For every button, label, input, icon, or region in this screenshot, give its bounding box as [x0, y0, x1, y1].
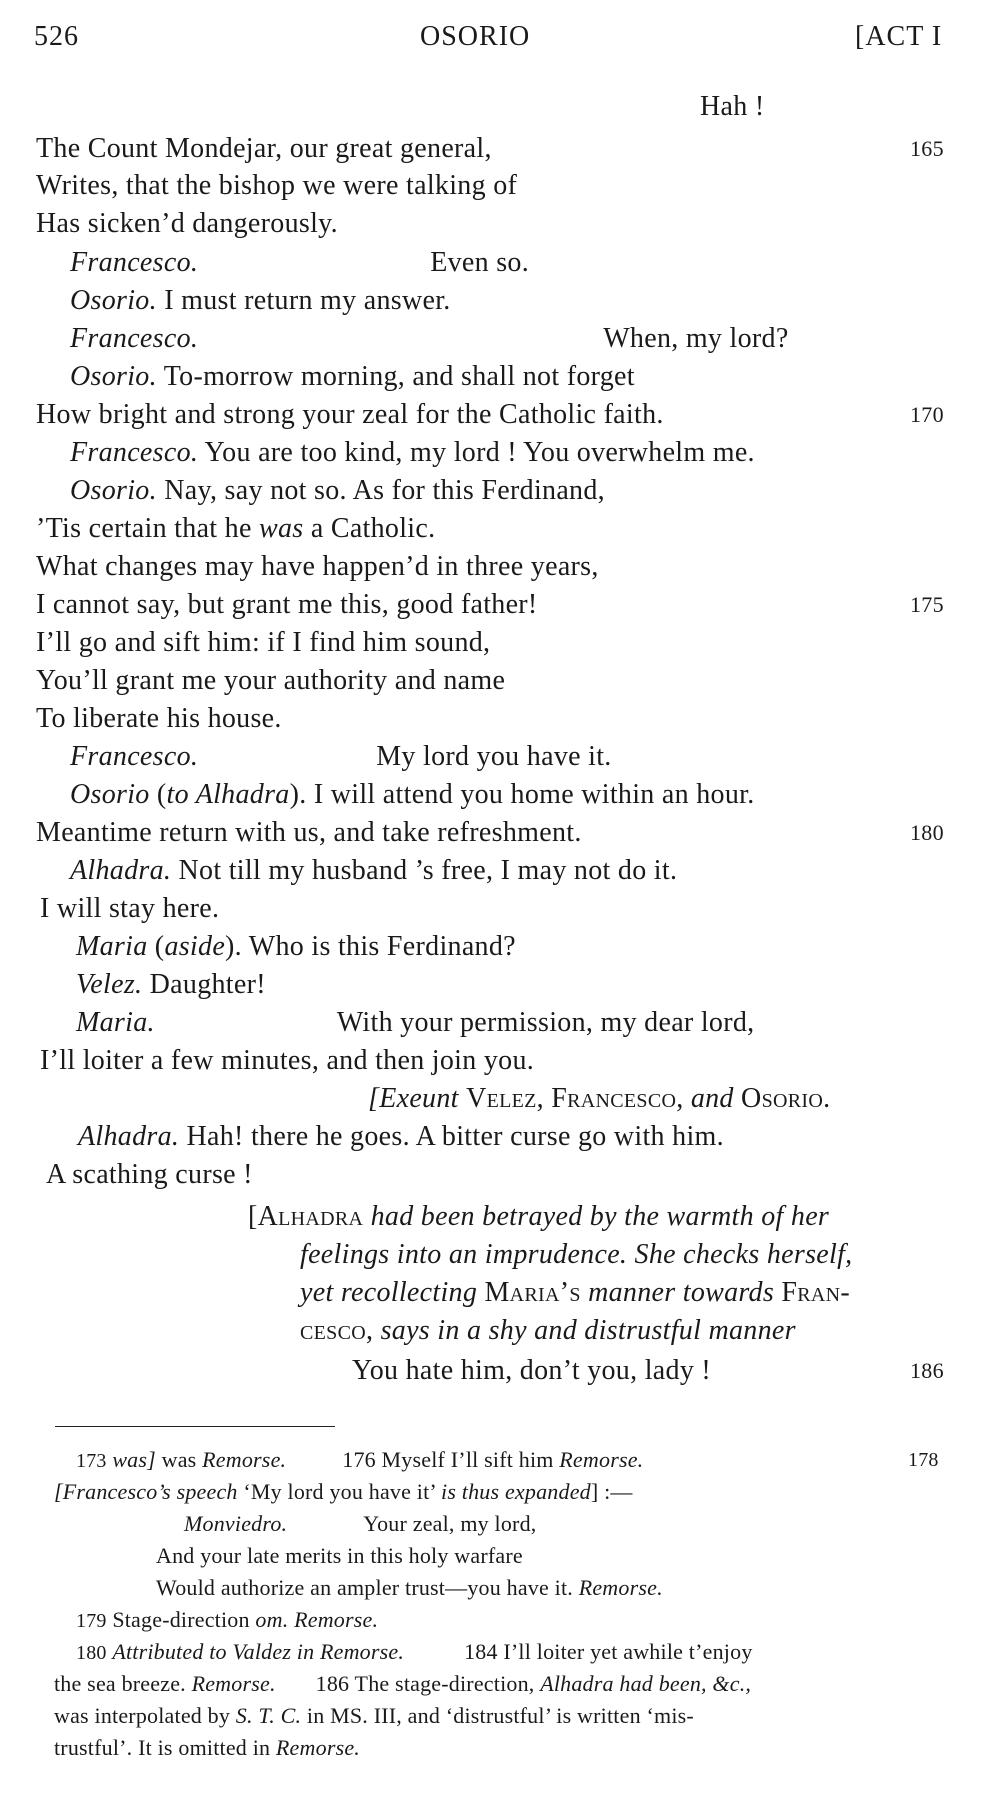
verse-line: I’ll loiter a few minutes, and then join you.	[40, 1045, 535, 1076]
text-run: and	[690, 1083, 734, 1114]
text-run: Your zeal, my lord,	[363, 1511, 537, 1536]
footnote-line: And your late merits in this holy warfare	[156, 1543, 523, 1568]
text-run: ’Tis certain that he	[36, 513, 252, 544]
speech-text: Who is this Ferdinand?	[248, 931, 516, 962]
speech-text: Not till my husband ’s free, I may not do it.	[178, 855, 678, 886]
verse-line: You’ll grant me your authority and name	[36, 665, 506, 696]
verse-line: Osorio (to Alhadra). I will attend you home within an hour.	[70, 779, 755, 810]
line-number: 170	[910, 402, 944, 427]
text-run: 173	[76, 1450, 107, 1472]
text-run: 180	[76, 1642, 107, 1664]
speaker-name: Francesco.	[70, 741, 199, 772]
text-run: Maria’s	[484, 1277, 581, 1308]
line-number: 175	[910, 592, 944, 617]
speaker-name: Francesco.	[70, 437, 199, 468]
speech-text: Even so.	[430, 247, 530, 278]
verse-line	[70, 320, 789, 358]
line-number: 186	[910, 1358, 944, 1383]
footnote-line	[156, 1573, 663, 1603]
verse-line: What changes may have happen’d in three years,	[36, 551, 599, 582]
text-run: is thus expanded	[441, 1479, 591, 1504]
text-run: Remorse.	[559, 1447, 644, 1472]
speech-text: With your permission, my dear lord,	[336, 1007, 755, 1038]
text-run: Remorse.	[275, 1735, 361, 1760]
text-run: Remorse.	[191, 1671, 276, 1696]
text-run: was]	[112, 1447, 156, 1472]
speaker-name: Osorio.	[70, 361, 157, 392]
text-run: [Alhadra	[248, 1201, 364, 1232]
speaker-name: Velez.	[76, 969, 143, 1000]
text-run: the sea breeze.	[54, 1671, 186, 1696]
line-number: 180	[910, 820, 944, 845]
speaker-name: Osorio.	[70, 475, 157, 506]
text-run: 184 I’ll loiter yet awhile t’enjoy	[464, 1639, 753, 1664]
verse-line: The Count Mondejar, our great general,	[36, 133, 492, 164]
text-run: says in a shy and distrustful manner	[380, 1315, 796, 1346]
text-run: Remorse.	[202, 1447, 287, 1472]
running-title: OSORIO	[420, 21, 531, 52]
footnote-line	[76, 1605, 378, 1636]
verse-line	[70, 852, 677, 890]
text-run: a Catholic.	[310, 513, 436, 544]
text-run: 176 Myself I’ll sift him	[342, 1447, 554, 1472]
page-number: 526	[34, 21, 79, 52]
speaker-name: Francesco.	[70, 247, 199, 278]
text-run: Would authorize an ampler trust—you have it.	[156, 1575, 573, 1600]
verse-line	[70, 738, 612, 776]
speech-text: To-morrow morning, and shall not forget	[163, 361, 635, 392]
footnote-number: 178	[908, 1449, 939, 1471]
speaker-name: Alhadra.	[70, 855, 172, 886]
speech-text: Daughter!	[149, 969, 266, 1000]
speech-text: When, my lord?	[603, 323, 789, 354]
verse-line: You hate him, don’t you, lady !	[352, 1355, 712, 1386]
footnote-line	[54, 1733, 360, 1763]
stage-direction	[248, 1198, 829, 1236]
line-number: 165	[910, 136, 944, 161]
text-run: om. Remorse.	[255, 1607, 379, 1632]
text-run: Alhadra had been, &c.,	[540, 1671, 752, 1696]
text-run: [Exeunt	[368, 1083, 459, 1114]
verse-line: To liberate his house.	[36, 703, 282, 734]
verse-line: Has sicken’d dangerously.	[36, 208, 338, 239]
footnote-line	[54, 1669, 751, 1699]
verse-line	[78, 1118, 724, 1156]
footnote-line	[54, 1701, 694, 1731]
text-run: manner towards	[588, 1277, 775, 1308]
footnote-line	[76, 1637, 753, 1668]
footnote-rule	[55, 1426, 335, 1427]
speech-text: I will attend you home within an hour.	[313, 779, 755, 810]
text-run: Attributed to Valdez in Remorse.	[112, 1639, 405, 1664]
verse-line	[70, 358, 635, 396]
text-run: [Francesco’s speech	[54, 1479, 238, 1504]
speaker-name: Maria	[76, 931, 148, 962]
text-run: ] :—	[590, 1479, 633, 1504]
verse-line: I will stay here.	[40, 893, 220, 924]
verse-line	[70, 434, 755, 472]
speech-text: Nay, say not so. As for this Ferdinand,	[164, 475, 605, 506]
text-run: Stage-direction	[112, 1607, 250, 1632]
verse-line: How bright and strong your zeal for the Catholic faith.	[36, 399, 664, 430]
verse-line	[70, 472, 605, 510]
verse-line: Hah !	[700, 91, 765, 122]
text-run: had been betrayed by the warmth of her	[370, 1201, 830, 1232]
footnote-line	[54, 1477, 633, 1507]
text-run: 186 The stage-direction,	[315, 1671, 535, 1696]
stage-aside: aside	[164, 931, 226, 962]
stage-direction	[368, 1080, 830, 1118]
speaker-name: Maria.	[76, 1007, 155, 1038]
speech-text: I must return my answer.	[164, 285, 451, 316]
act-label: [ACT I	[855, 21, 943, 52]
speaker-name: Francesco.	[70, 323, 199, 354]
text-run: Remorse.	[578, 1575, 663, 1600]
text-run: was interpolated by	[54, 1703, 231, 1728]
text-run: S. T. C.	[235, 1703, 302, 1728]
text-run: Velez, Francesco,	[466, 1083, 684, 1114]
text-run: was	[259, 513, 304, 544]
text-run: cesco,	[300, 1315, 374, 1346]
verse-line	[36, 510, 435, 548]
verse-line: Meantime return with us, and take refreshment.	[36, 817, 582, 848]
text-run: Monviedro.	[184, 1511, 288, 1536]
speech-text: Hah! there he goes. A bitter curse go with him.	[186, 1121, 724, 1152]
stage-direction	[300, 1312, 796, 1350]
stage-direction	[300, 1274, 850, 1312]
verse-line: Maria (aside). Who is this Ferdinand?	[76, 931, 516, 962]
verse-line	[70, 282, 451, 320]
text-run: Fran-	[781, 1277, 850, 1308]
stage-aside: to Alhadra	[166, 779, 290, 810]
footnote-line	[184, 1509, 537, 1539]
verse-line: I’ll go and sift him: if I find him sound,	[36, 627, 491, 658]
footnote-line	[76, 1445, 643, 1476]
speech-text: You are too kind, my lord ! You overwhelm me.	[204, 437, 755, 468]
text-run: yet recollecting	[300, 1277, 478, 1308]
verse-line	[76, 1004, 754, 1042]
text-run: Osorio.	[741, 1083, 831, 1114]
text-run: ‘My lord you have it’	[243, 1479, 436, 1504]
stage-direction: feelings into an imprudence. She checks herself,	[300, 1239, 853, 1270]
speaker-name: Alhadra.	[78, 1121, 180, 1152]
verse-line: A scathing curse !	[46, 1159, 253, 1190]
text-run: 179	[76, 1610, 107, 1632]
text-run: in MS. III, and ‘distrustful’ is written ‘mis-	[306, 1703, 694, 1728]
verse-line: I cannot say, but grant me this, good father!	[36, 589, 538, 620]
speech-text: My lord you have it.	[376, 741, 612, 772]
speaker-name: Osorio	[70, 779, 150, 810]
text-run: was	[161, 1447, 197, 1472]
verse-line	[76, 966, 266, 1004]
speaker-name: Osorio.	[70, 285, 157, 316]
verse-line: Writes, that the bishop we were talking of	[36, 170, 518, 201]
verse-line	[70, 244, 529, 282]
text-run: trustful’. It is omitted in	[54, 1735, 271, 1760]
